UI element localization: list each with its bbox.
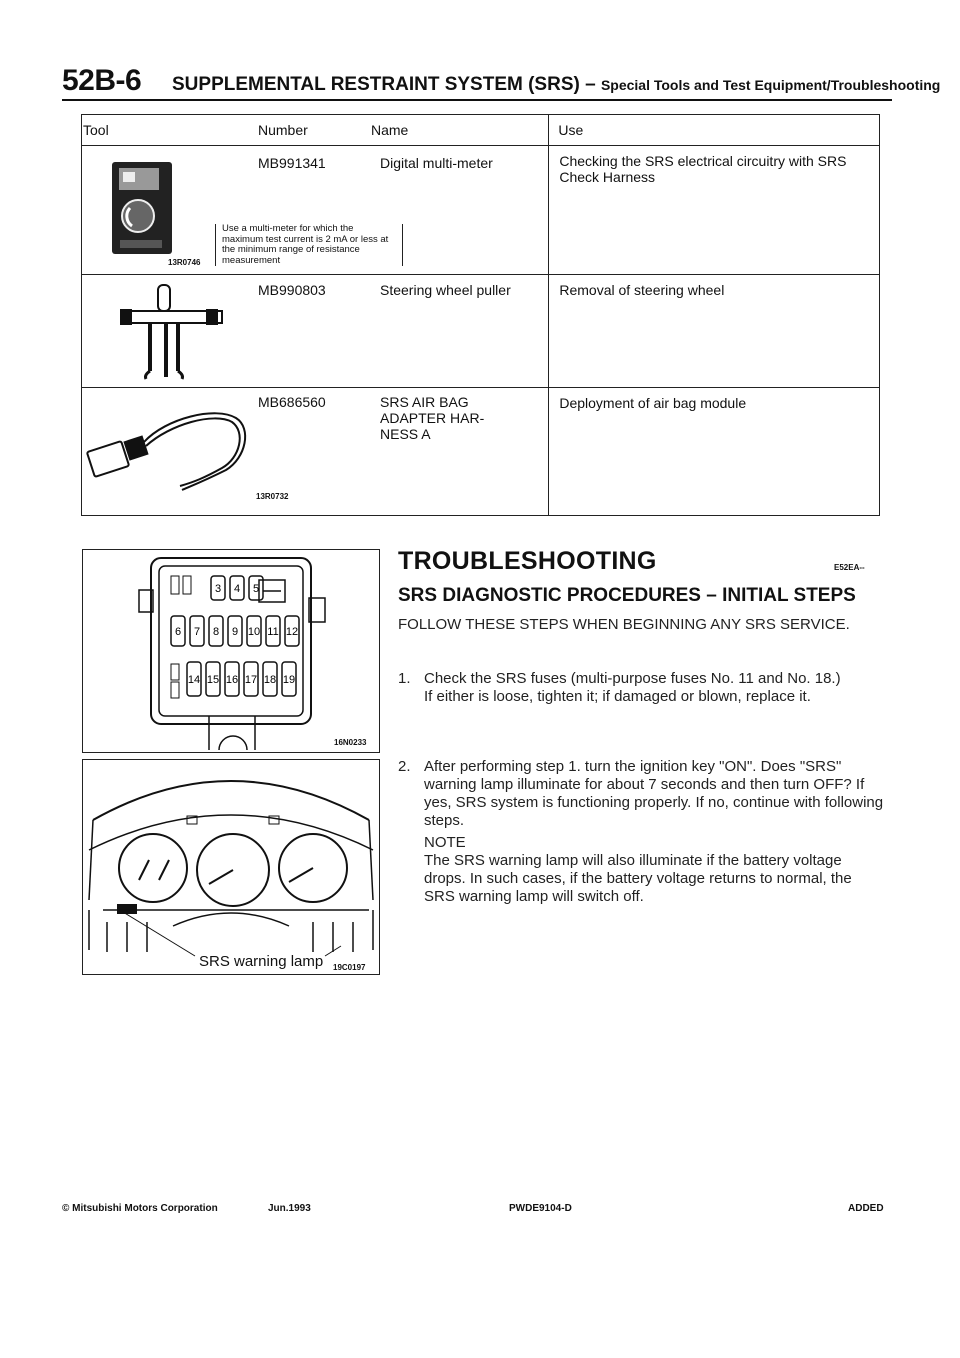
step-2 (398, 758, 884, 906)
multimeter-note: Use a multi-meter for which the maximum test current is 2 mA or less at the minimum range of resistance measurement (215, 224, 403, 266)
use-cell: Checking the SRS electrical circuitry with SRS Check Harness (549, 146, 880, 275)
fuse-label: 16 (225, 674, 239, 686)
tool-cell-multimeter (82, 146, 549, 275)
tool-name (380, 394, 484, 442)
fuse-label: 15 (206, 674, 220, 686)
fuse-label: 9 (231, 626, 239, 638)
header-rule (62, 99, 892, 101)
page-title-sub: Special Tools and Test Equipment/Troubleshooting (600, 77, 941, 93)
tool-name-line: SRS AIR BAG (380, 394, 469, 410)
fuse-label: 4 (233, 583, 241, 595)
tool-number: MB686560 (258, 394, 326, 410)
dashboard-figure (82, 759, 380, 975)
fuse-box-diagram (83, 550, 379, 752)
figure-code: 16N0233 (334, 738, 367, 747)
table-header-row (82, 115, 880, 146)
col-header-tool: Tool (83, 122, 109, 138)
col-header-number: Number (258, 122, 308, 138)
use-cell: Removal of steering wheel (549, 275, 880, 388)
fuse-label: 7 (193, 626, 201, 638)
note-text: The SRS warning lamp will also illuminate if the battery voltage drops. In such cases, if the battery voltage returns to normal, the SRS warning lamp will switch off. (424, 852, 852, 905)
step-number: 2. (398, 758, 411, 775)
special-tools-table (81, 114, 880, 516)
section-subtitle: SRS DIAGNOSTIC PROCEDURES – INITIAL STEPS (398, 585, 856, 606)
fuse-label: 11 (267, 626, 279, 638)
fuse-label: 5 (252, 583, 260, 595)
tool-cell-adapter-harness (82, 388, 549, 516)
tool-name-line: NESS A (380, 426, 431, 442)
use-cell: Deployment of air bag module (549, 388, 880, 516)
intro-text: FOLLOW THESE STEPS WHEN BEGINNING ANY SRS SERVICE. (398, 616, 850, 633)
note-label: NOTE (424, 834, 466, 851)
table-row (82, 275, 880, 388)
srs-warning-lamp-callout: SRS warning lamp (199, 953, 324, 970)
fuse-row-2 (171, 616, 299, 646)
page-number: 52B-6 (62, 64, 142, 97)
figure-code: 19C0197 (333, 963, 366, 972)
fuse-label: 14 (187, 674, 201, 686)
fuse-label: 19 (282, 674, 296, 686)
tool-cell-puller (82, 275, 549, 388)
table-row (82, 146, 880, 275)
tool-number: MB991341 (258, 155, 326, 171)
section-code: E52EA-- (834, 563, 865, 572)
tool-name: Digital multi-meter (380, 155, 493, 171)
footer-doc-code: PWDE9104-D (509, 1203, 572, 1214)
table-row (82, 388, 880, 516)
page-title-main: SUPPLEMENTAL RESTRAINT SYSTEM (SRS) – (172, 74, 596, 95)
figure-code: 13R0746 (168, 258, 201, 267)
figure-code: 13R0732 (256, 492, 289, 501)
step-number: 1. (398, 670, 411, 687)
table-header-right (549, 115, 880, 146)
section-title: TROUBLESHOOTING (398, 547, 657, 575)
fuse-row-3 (187, 662, 296, 696)
tool-name-line: ADAPTER HAR- (380, 410, 485, 426)
footer-date: Jun.1993 (268, 1203, 311, 1214)
step-text: After performing step 1. turn the ignition key "ON". Does "SRS" warning lamp illuminate for about 7 seconds and then turn OFF? If yes, SRS system is functioning properly. If no, continue with following steps. (424, 758, 884, 829)
page-title (172, 74, 940, 96)
col-header-use: Use (558, 122, 584, 138)
fuse-label: 10 (247, 626, 261, 638)
fuse-label: 6 (174, 626, 182, 638)
steering-wheel-puller-illustration (116, 281, 226, 381)
table-header-left (82, 115, 549, 146)
fuse-label: 8 (212, 626, 220, 638)
footer-status: ADDED (848, 1203, 884, 1214)
fuse-row-1 (211, 576, 263, 600)
tool-number: MB990803 (258, 282, 326, 298)
fuse-label: 12 (285, 626, 299, 638)
fuse-label: 3 (214, 583, 222, 595)
step-text: Check the SRS fuses (multi-purpose fuses No. 11 and No. 18.) (424, 670, 841, 687)
multimeter-illustration (110, 160, 180, 260)
fuse-label: 17 (244, 674, 258, 686)
step-text-2: If either is loose, tighten it; if damaged or blown, replace it. (424, 688, 811, 705)
col-header-name: Name (371, 122, 409, 138)
fuse-box-figure (82, 549, 380, 753)
fuse-label: 18 (263, 674, 277, 686)
instrument-cluster-diagram (83, 760, 379, 974)
tool-name: Steering wheel puller (380, 282, 511, 298)
page-header (62, 64, 941, 100)
adapter-harness-illustration (86, 398, 266, 498)
footer-copyright: © Mitsubishi Motors Corporation (62, 1203, 218, 1214)
step-1 (398, 670, 884, 706)
